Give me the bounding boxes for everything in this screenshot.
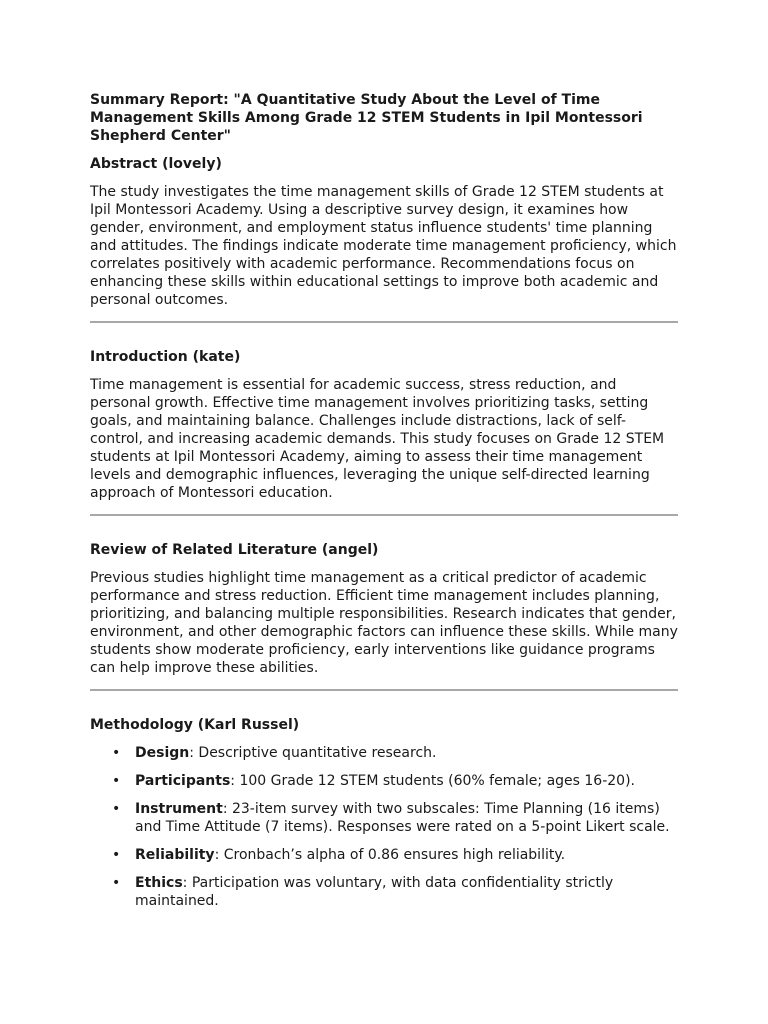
list-item: [90, 744, 678, 762]
list-item-term: Participants: [135, 773, 231, 789]
methodology-list: [90, 744, 678, 910]
list-item-text: : 23-item survey with two subscales: Time Planning (16 items) and Time Attitude (7 items). Responses were rated on a 5-point Likert scale.: [135, 801, 670, 835]
literature-heading: Review of Related Literature (angel): [90, 542, 379, 558]
section-divider: [90, 321, 678, 323]
list-item-text: : Descriptive quantitative research.: [189, 745, 437, 761]
list-item: [90, 874, 678, 910]
list-item-term: Design: [135, 745, 190, 761]
bullet-icon: •: [112, 773, 121, 789]
section-divider: [90, 689, 678, 691]
methodology-heading: Methodology (Karl Russel): [90, 717, 300, 733]
bullet-icon: •: [112, 745, 121, 761]
list-item: [90, 846, 678, 864]
abstract-body: The study investigates the time management skills of Grade 12 STEM students at Ipil Montessori Academy. Using a descriptive survey design, it examines how gender, environment, and employment status influence students' time planning and attitudes. The findings indicate moderate time management proficiency, which correlates positively with academic performance. Recommendations focus on enhancing these skills within educational settings to improve both academic and personal outcomes.: [90, 184, 677, 308]
list-item-term: Ethics: [135, 875, 183, 891]
list-item-term: Instrument: [135, 801, 223, 817]
bullet-icon: •: [112, 875, 121, 891]
bullet-icon: •: [112, 847, 121, 863]
section-divider: [90, 514, 678, 516]
bullet-icon: •: [112, 801, 121, 817]
list-item-term: Reliability: [135, 847, 215, 863]
list-item: [90, 772, 678, 790]
introduction-body: Time management is essential for academic success, stress reduction, and personal growth. Effective time management involves prioritizing tasks, setting goals, and maintaining balance. Challenges include distractions, lack of self-control, and increasing academic demands. This study focuses on Grade 12 STEM students at Ipil Montessori Academy, aiming to assess their time management levels and demographic influences, leveraging the unique self-directed learning approach of Montessori education.: [90, 377, 665, 501]
abstract-heading: Abstract (lovely): [90, 156, 222, 172]
list-item: [90, 800, 678, 836]
document-title: Summary Report: "A Quantitative Study About the Level of Time Management Skills Among Grade 12 STEM Students in Ipil Montessori Shepherd Center": [90, 92, 643, 144]
literature-body: Previous studies highlight time management as a critical predictor of academic performance and stress reduction. Efficient time management includes planning, prioritizing, and balancing multiple responsibilities. Research indicates that gender, environment, and other demographic factors can influence these skills. While many students show moderate proficiency, early interventions like guidance programs can help improve these abilities.: [90, 570, 678, 676]
introduction-heading: Introduction (kate): [90, 349, 241, 365]
list-item-text: : Participation was voluntary, with data confidentiality strictly maintained.: [135, 875, 614, 909]
list-item-text: : Cronbach’s alpha of 0.86 ensures high reliability.: [214, 847, 566, 863]
document-page: [90, 91, 678, 920]
list-item-text: : 100 Grade 12 STEM students (60% female; ages 16-20).: [230, 773, 635, 789]
